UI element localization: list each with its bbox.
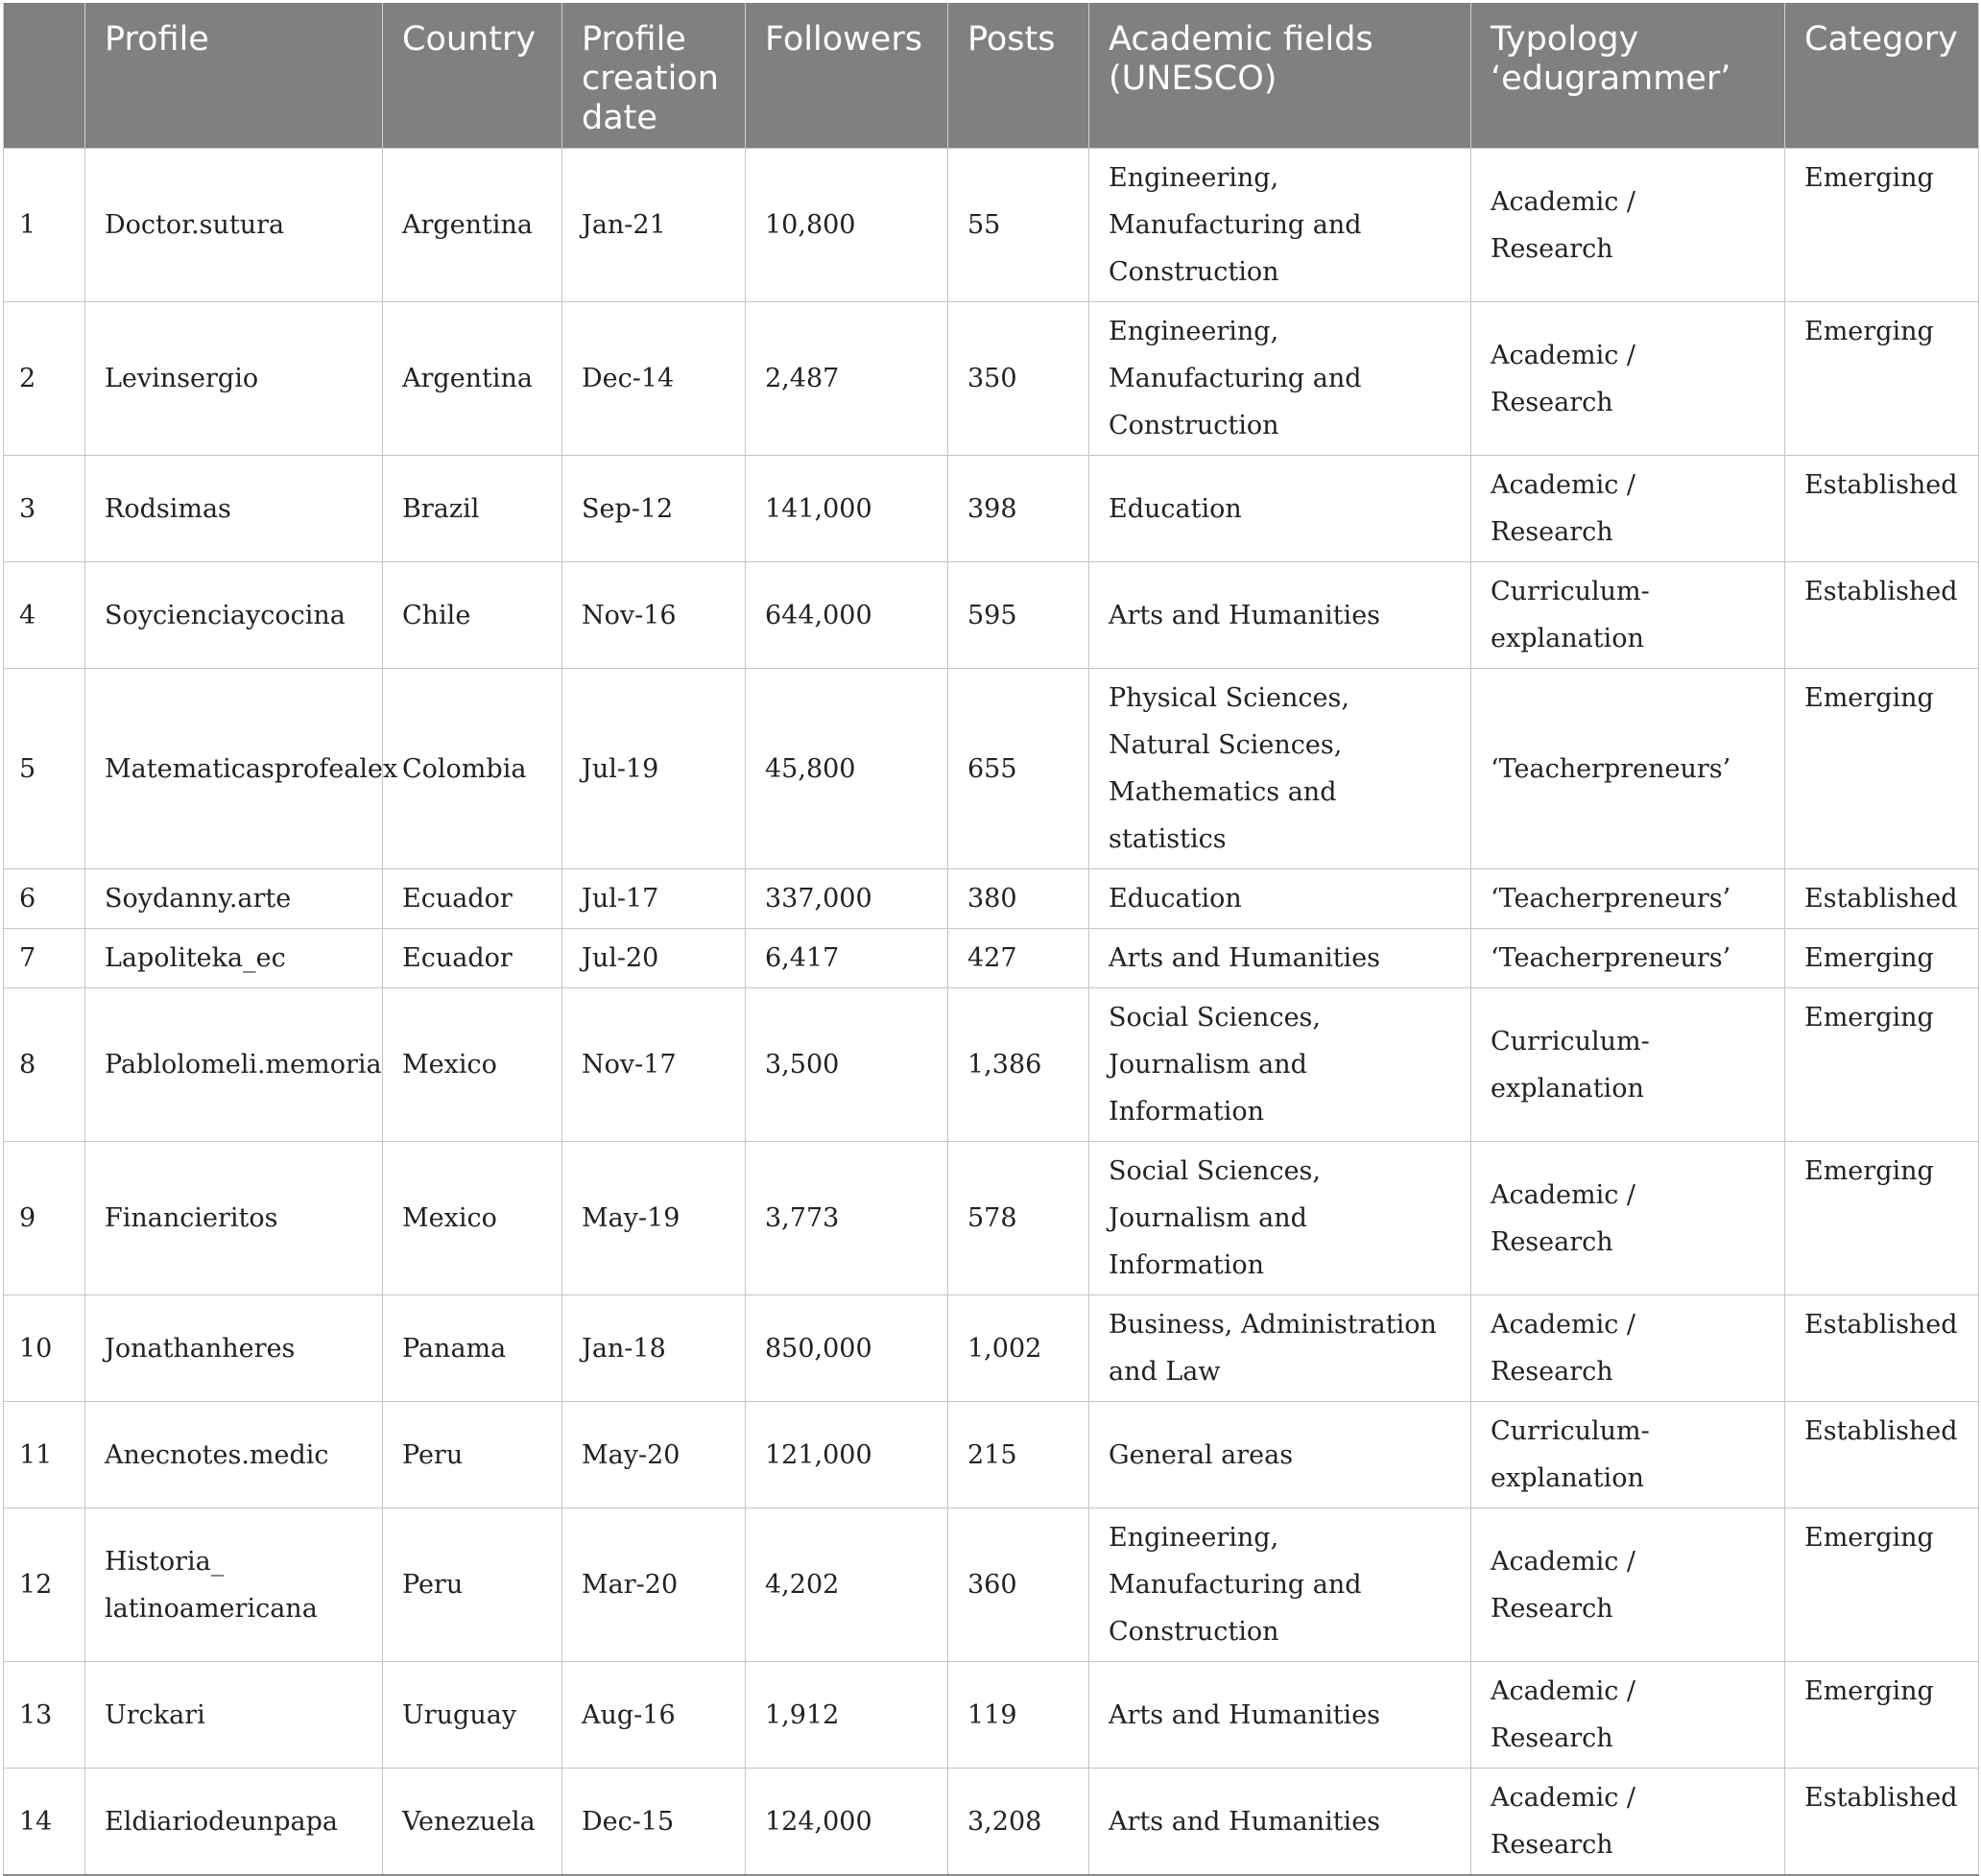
cell-typology: Academic / Research (1471, 1142, 1785, 1295)
cell-category: Established (1785, 1769, 1979, 1876)
cell-country: Venezuela (383, 1769, 562, 1876)
cell-followers: 2,487 (746, 302, 948, 456)
cell-category: Emerging (1785, 988, 1979, 1142)
cell-profile: Matematicasprofealex (85, 669, 383, 869)
cell-country: Chile (383, 562, 562, 669)
cell-academic-field: Engineering, Manufacturing and Construction (1089, 149, 1471, 302)
cell-followers: 45,800 (746, 669, 948, 869)
table-row (4, 929, 1979, 988)
cell-index: 6 (4, 869, 85, 929)
cell-typology: Academic / Research (1471, 1662, 1785, 1769)
cell-typology: Academic / Research (1471, 1769, 1785, 1876)
cell-typology: Curriculum-explanation (1471, 1402, 1785, 1508)
cell-posts: 119 (948, 1662, 1089, 1769)
cell-index: 11 (4, 1402, 85, 1508)
cell-academic-field: Education (1089, 456, 1471, 562)
cell-profile: Jonathanheres (85, 1295, 383, 1402)
cell-followers: 124,000 (746, 1769, 948, 1876)
cell-profile: Pablolomeli.memoria (85, 988, 383, 1142)
cell-typology: Academic / Research (1471, 456, 1785, 562)
table-row (4, 562, 1979, 669)
cell-category: Emerging (1785, 149, 1979, 302)
cell-followers: 10,800 (746, 149, 948, 302)
cell-index: 5 (4, 669, 85, 869)
cell-typology: ‘Teacherpreneurs’ (1471, 929, 1785, 988)
cell-profile-creation-date: Jul-17 (562, 869, 746, 929)
edugrammer-profiles-table (3, 3, 1979, 1876)
cell-profile: Rodsimas (85, 456, 383, 562)
cell-typology: Academic / Research (1471, 1295, 1785, 1402)
cell-country: Brazil (383, 456, 562, 562)
cell-country: Panama (383, 1295, 562, 1402)
cell-country: Mexico (383, 1142, 562, 1295)
cell-posts: 3,208 (948, 1769, 1089, 1876)
cell-profile: Doctor.sutura (85, 149, 383, 302)
cell-academic-field: Social Sciences, Journalism and Information (1089, 988, 1471, 1142)
table-body (4, 149, 1979, 1876)
cell-typology: ‘Teacherpreneurs’ (1471, 869, 1785, 929)
cell-posts: 1,386 (948, 988, 1089, 1142)
cell-country: Ecuador (383, 869, 562, 929)
cell-followers: 121,000 (746, 1402, 948, 1508)
cell-profile-creation-date: Nov-17 (562, 988, 746, 1142)
cell-profile-creation-date: Jul-19 (562, 669, 746, 869)
cell-posts: 55 (948, 149, 1089, 302)
cell-profile: Levinsergio (85, 302, 383, 456)
cell-country: Mexico (383, 988, 562, 1142)
cell-profile-creation-date: May-19 (562, 1142, 746, 1295)
table-row (4, 149, 1979, 302)
cell-index: 4 (4, 562, 85, 669)
cell-typology: Curriculum-explanation (1471, 988, 1785, 1142)
cell-academic-field: Social Sciences, Journalism and Information (1089, 1142, 1471, 1295)
cell-country: Ecuador (383, 929, 562, 988)
cell-academic-field: Arts and Humanities (1089, 562, 1471, 669)
cell-academic-field: Engineering, Manufacturing and Construction (1089, 1508, 1471, 1662)
cell-category: Established (1785, 869, 1979, 929)
cell-profile-creation-date: Mar-20 (562, 1508, 746, 1662)
header-academic-fields: Academic fields (UNESCO) (1089, 3, 1471, 149)
cell-profile: Soycienciaycocina (85, 562, 383, 669)
header-row (4, 3, 1979, 149)
table-row (4, 1295, 1979, 1402)
cell-academic-field: Arts and Humanities (1089, 1662, 1471, 1769)
cell-profile: Eldiariodeunpapa (85, 1769, 383, 1876)
header-profile: Profile (85, 3, 383, 149)
cell-profile-creation-date: May-20 (562, 1402, 746, 1508)
cell-category: Emerging (1785, 1142, 1979, 1295)
table-row (4, 1402, 1979, 1508)
cell-index: 14 (4, 1769, 85, 1876)
table-row (4, 669, 1979, 869)
table-row (4, 988, 1979, 1142)
cell-index: 8 (4, 988, 85, 1142)
cell-posts: 398 (948, 456, 1089, 562)
cell-index: 7 (4, 929, 85, 988)
cell-academic-field: Education (1089, 869, 1471, 929)
cell-academic-field: General areas (1089, 1402, 1471, 1508)
cell-index: 13 (4, 1662, 85, 1769)
cell-country: Peru (383, 1508, 562, 1662)
cell-typology: ‘Teacherpreneurs’ (1471, 669, 1785, 869)
cell-country: Colombia (383, 669, 562, 869)
cell-posts: 595 (948, 562, 1089, 669)
table-row (4, 456, 1979, 562)
header-index (4, 3, 85, 149)
cell-category: Emerging (1785, 302, 1979, 456)
cell-profile: Lapoliteka_ec (85, 929, 383, 988)
header-posts: Posts (948, 3, 1089, 149)
cell-index: 2 (4, 302, 85, 456)
cell-profile-creation-date: Jul-20 (562, 929, 746, 988)
cell-profile-creation-date: Jan-21 (562, 149, 746, 302)
cell-typology: Academic / Research (1471, 149, 1785, 302)
header-typology: Typology ‘edugrammer’ (1471, 3, 1785, 149)
cell-country: Peru (383, 1402, 562, 1508)
cell-profile: Anecnotes.medic (85, 1402, 383, 1508)
cell-followers: 141,000 (746, 456, 948, 562)
cell-category: Established (1785, 562, 1979, 669)
cell-followers: 337,000 (746, 869, 948, 929)
cell-category: Emerging (1785, 929, 1979, 988)
cell-profile-creation-date: Dec-15 (562, 1769, 746, 1876)
cell-academic-field: Engineering, Manufacturing and Construction (1089, 302, 1471, 456)
cell-index: 1 (4, 149, 85, 302)
table-header (4, 3, 1979, 149)
header-profile-creation-date: Profile creation date (562, 3, 746, 149)
header-followers: Followers (746, 3, 948, 149)
cell-academic-field: Arts and Humanities (1089, 1769, 1471, 1876)
cell-category: Established (1785, 456, 1979, 562)
table-row (4, 869, 1979, 929)
cell-followers: 644,000 (746, 562, 948, 669)
cell-posts: 1,002 (948, 1295, 1089, 1402)
cell-country: Argentina (383, 302, 562, 456)
cell-followers: 4,202 (746, 1508, 948, 1662)
header-country: Country (383, 3, 562, 149)
cell-followers: 1,912 (746, 1662, 948, 1769)
cell-followers: 6,417 (746, 929, 948, 988)
cell-category: Emerging (1785, 669, 1979, 869)
table-row (4, 1508, 1979, 1662)
cell-index: 12 (4, 1508, 85, 1662)
cell-followers: 850,000 (746, 1295, 948, 1402)
table-row (4, 1769, 1979, 1876)
cell-index: 10 (4, 1295, 85, 1402)
header-category: Category (1785, 3, 1979, 149)
cell-followers: 3,500 (746, 988, 948, 1142)
cell-country: Argentina (383, 149, 562, 302)
cell-profile: Financieritos (85, 1142, 383, 1295)
cell-category: Established (1785, 1402, 1979, 1508)
cell-posts: 578 (948, 1142, 1089, 1295)
cell-profile-creation-date: Nov-16 (562, 562, 746, 669)
cell-posts: 655 (948, 669, 1089, 869)
cell-typology: Curriculum-explanation (1471, 562, 1785, 669)
cell-posts: 360 (948, 1508, 1089, 1662)
cell-profile-creation-date: Sep-12 (562, 456, 746, 562)
cell-category: Emerging (1785, 1662, 1979, 1769)
cell-profile: Soydanny.arte (85, 869, 383, 929)
cell-profile: Urckari (85, 1662, 383, 1769)
cell-category: Established (1785, 1295, 1979, 1402)
cell-typology: Academic / Research (1471, 1508, 1785, 1662)
cell-category: Emerging (1785, 1508, 1979, 1662)
table-row (4, 1142, 1979, 1295)
cell-posts: 427 (948, 929, 1089, 988)
cell-profile-creation-date: Jan-18 (562, 1295, 746, 1402)
table-row (4, 1662, 1979, 1769)
cell-country: Uruguay (383, 1662, 562, 1769)
cell-posts: 380 (948, 869, 1089, 929)
table-row (4, 302, 1979, 456)
cell-typology: Academic / Research (1471, 302, 1785, 456)
cell-profile: Historia_ latinoamericana (85, 1508, 383, 1662)
cell-index: 3 (4, 456, 85, 562)
cell-posts: 215 (948, 1402, 1089, 1508)
cell-posts: 350 (948, 302, 1089, 456)
cell-profile-creation-date: Dec-14 (562, 302, 746, 456)
cell-academic-field: Arts and Humanities (1089, 929, 1471, 988)
cell-academic-field: Physical Sciences, Natural Sciences, Mathematics and statistics (1089, 669, 1471, 869)
cell-profile-creation-date: Aug-16 (562, 1662, 746, 1769)
cell-academic-field: Business, Administration and Law (1089, 1295, 1471, 1402)
cell-followers: 3,773 (746, 1142, 948, 1295)
cell-index: 9 (4, 1142, 85, 1295)
